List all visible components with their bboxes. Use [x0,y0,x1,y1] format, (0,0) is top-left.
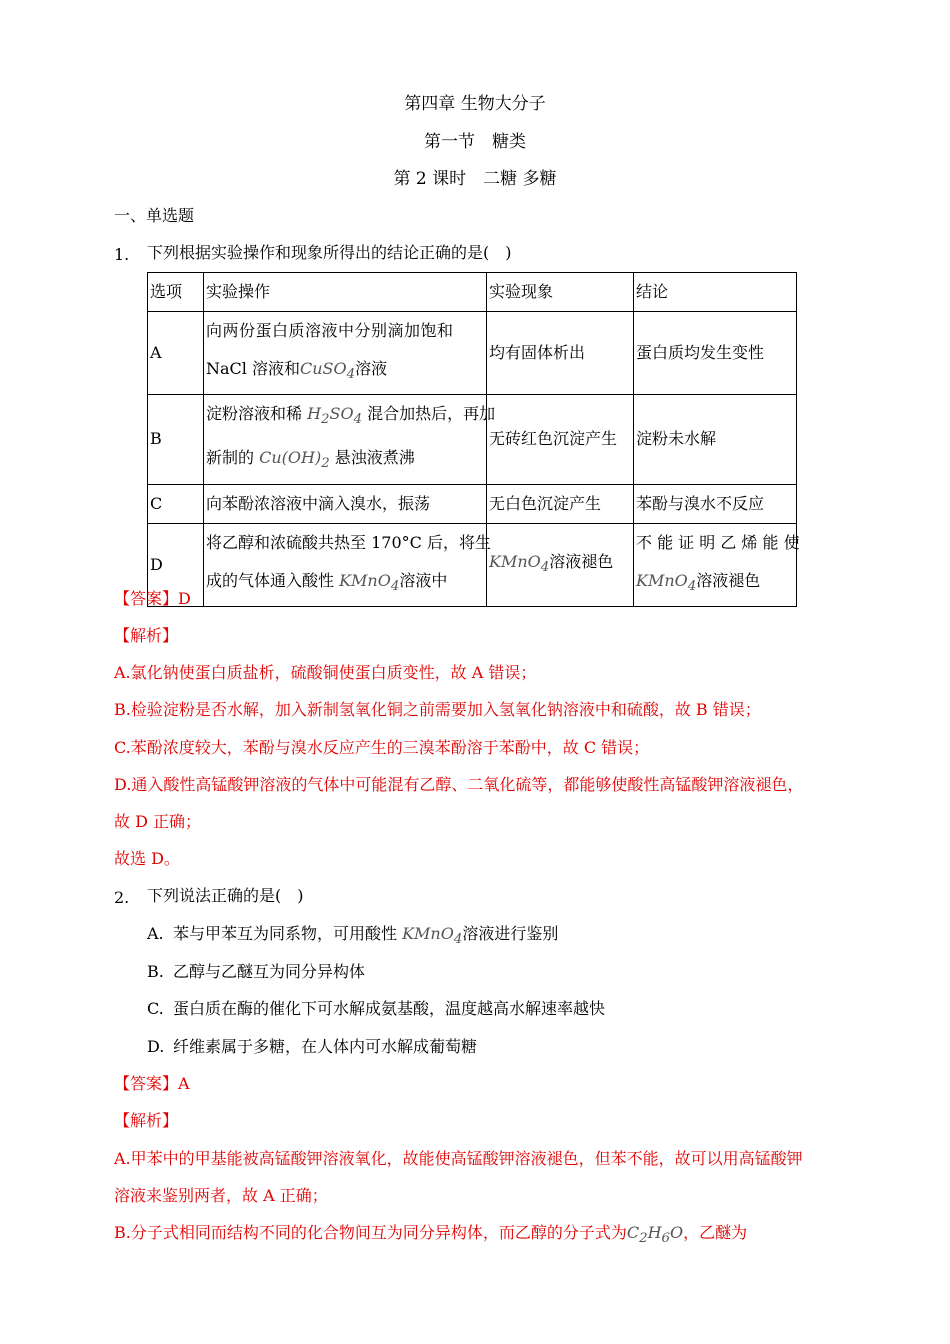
formula-kmno4: KMnO$_4$ [402,924,463,948]
phenomenon-cell: 无砖红色沉淀产生 [487,395,634,484]
part-title: 一、单选题 [114,206,195,225]
table-header: 结论 [634,273,797,312]
q1-stem: 下列根据实验操作和现象所得出的结论正确的是( ) [147,243,512,262]
table-header: 实验现象 [487,273,634,312]
operation-cell: 向两份蛋白质溶液中分别滴加饱和 NaCl 溶液和CuSO$_4$溶液 [204,312,487,395]
formula-kmno4: KMnO$_4$ [489,551,550,575]
q1-analysis-label: 【解析】 [114,626,179,645]
table-row [148,395,797,484]
formula-kmno4: KMnO$_4$ [339,570,400,594]
q1-analysis-line: C.苯酚浓度较大，苯酚与溴水反应产生的三溴苯酚溶于苯酚中，故 C 错误； [114,738,650,757]
q2-analysis-line: B.分子式相同而结构不同的化合物间互为同分异构体，而乙醇的分子式为$C_2H_6O$，乙醚为 [114,1223,748,1247]
table-header-row [148,273,797,312]
q2-analysis-line: A.甲苯中的甲基能被高锰酸钾溶液氧化，故能使高锰酸钾溶液褪色，但苯不能，故可以用高锰酸钾 [114,1149,803,1168]
chapter-title: 第四章 生物大分子 [404,94,546,114]
option-cell: B [148,395,204,484]
formula-kmno4: KMnO$_4$ [636,570,697,594]
conclusion-cell: 不 能 证 明 乙 烯 能 使 KMnO$_4$溶液褪色 [634,523,797,606]
q2-analysis-line: 溶液来鉴别两者，故 A 正确； [114,1186,328,1205]
option-cell: D [148,523,204,606]
q2-analysis-label: 【解析】 [114,1111,179,1130]
q2-option-d: D. 纤维素属于多糖，在人体内可水解成葡萄糖 [147,1037,478,1056]
q1-analysis-line: B.检验淀粉是否水解，加入新制氢氧化铜之前需要加入氢氧化钠溶液中和硫酸，故 B 错误； [114,700,761,719]
conclusion-cell: 淀粉未水解 [634,395,797,484]
conclusion-cell: 苯酚与溴水不反应 [634,484,797,523]
table-row [148,523,797,606]
formula-cuso4: CuSO$_4$ [300,359,356,383]
table-row [148,312,797,395]
phenomenon-cell: 均有固体析出 [487,312,634,395]
q2-option-a: A. 苯与甲苯互为同系物，可用酸性 KMnO$_4$溶液进行鉴别 [147,924,559,948]
option-cell: A [148,312,204,395]
formula-cuoh2: $Cu(OH)_2$ [259,448,330,472]
q1-analysis-line: 故选 D。 [114,849,180,868]
q1-answer: 【答案】D [114,589,191,608]
operation-cell: 向苯酚浓溶液中滴入溴水，振荡 [204,484,487,523]
experiment-table [147,272,800,607]
operation-cell: 将乙醇和浓硫酸共热至 170°C 后，将生 成的气体通入酸性 KMnO$_4$溶液中 [204,523,487,606]
q2-answer: 【答案】A [114,1074,190,1093]
table-row [148,484,797,523]
section-title: 第一节 糖类 [424,132,526,152]
q2-number: 2. [114,888,130,907]
q2-stem: 下列说法正确的是( ) [147,886,304,905]
lesson-title: 第 2 课时 二糖 多糖 [393,169,557,189]
option-cell: C [148,484,204,523]
q1-analysis-line: A.氯化钠使蛋白质盐析，硫酸铜使蛋白质变性，故 A 错误； [114,663,537,682]
table-header: 选项 [148,273,204,312]
q1-analysis-line: 故 D 正确； [114,812,202,831]
phenomenon-cell: 无白色沉淀产生 [487,484,634,523]
q1-number: 1. [114,245,130,264]
conclusion-cell: 蛋白质均发生变性 [634,312,797,395]
table-header: 实验操作 [204,273,487,312]
q2-option-c: C. 蛋白质在酶的催化下可水解成氨基酸，温度越高水解速率越快 [147,999,606,1018]
formula-c2h6o: $C_2H_6O$ [626,1223,684,1247]
q2-option-b: B. 乙醇与乙醚互为同分异构体 [147,962,366,981]
q1-analysis-line: D.通入酸性高锰酸钾溶液的气体中可能混有乙醇、二氧化硫等，都能够使酸性高锰酸钾溶液褪色， [114,775,804,794]
phenomenon-cell: KMnO$_4$溶液褪色 [487,523,634,606]
operation-cell: 淀粉溶液和稀 $H_2SO_4$ 混合加热后，再加 新制的 $Cu(OH)_2$ 悬浊液煮沸 [204,395,487,484]
formula-h2so4: $H_2SO_4$ [307,404,363,428]
